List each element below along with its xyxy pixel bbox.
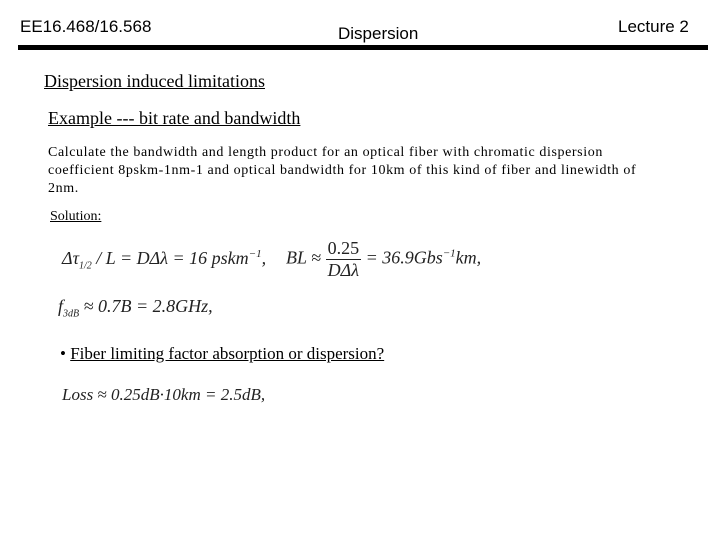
course-code: EE16.468/16.568 (20, 17, 152, 36)
header-rule (18, 45, 708, 50)
eq1-sub: 1/2 (79, 260, 92, 272)
eq2-lhs: BL ≈ (286, 247, 322, 268)
bullet-text: Fiber limiting factor absorption or dispersion? (70, 344, 385, 363)
section-title (44, 71, 265, 92)
bullet-question (60, 344, 384, 364)
solution-label-text: Solution: (50, 209, 102, 224)
eq2-tail: km, (455, 247, 482, 268)
eq1-tail: , (261, 248, 267, 268)
equation-dispersion (62, 248, 266, 272)
eq4-text: Loss ≈ 0.25dB·10km = 2.5dB, (62, 385, 266, 404)
eq3-lhs: f (58, 296, 64, 316)
lecture-label: Lecture 2 (618, 17, 689, 36)
section-title-text: Dispersion induced limitations (44, 71, 265, 91)
eq1-sup: −1 (248, 248, 262, 260)
problem-text: Calculate the bandwidth and length product for an optical fiber with chromatic dispersion coefficient 8pskm-1nm-1 and optical bandwidth for 10km of this kind of fiber and linewidth of 2nm. (48, 145, 637, 196)
equation-bandwidth-length (286, 238, 481, 281)
eq2-denominator: DΔλ (327, 260, 359, 280)
page-topic: Dispersion (338, 24, 419, 43)
eq2-numerator: 0.25 (327, 238, 360, 258)
example-title (48, 108, 300, 129)
equation-loss (62, 385, 265, 405)
example-title-text: Example --- bit rate and bandwidth (48, 108, 301, 128)
solution-label (50, 209, 101, 225)
eq1-lhs: Δτ (62, 248, 80, 268)
eq2-fraction (326, 238, 362, 281)
equation-3db-bandwidth (58, 296, 213, 320)
eq3-rhs: ≈ 0.7B = 2.8GHz, (83, 296, 213, 316)
bullet-icon: • (60, 344, 66, 363)
eq3-sub: 3dB (63, 308, 80, 320)
eq1-rest: / L = DΔλ = 16 pskm (91, 248, 249, 268)
eq2-rhs: = 36.9Gbs (365, 247, 443, 268)
eq2-sup: −1 (442, 247, 456, 260)
